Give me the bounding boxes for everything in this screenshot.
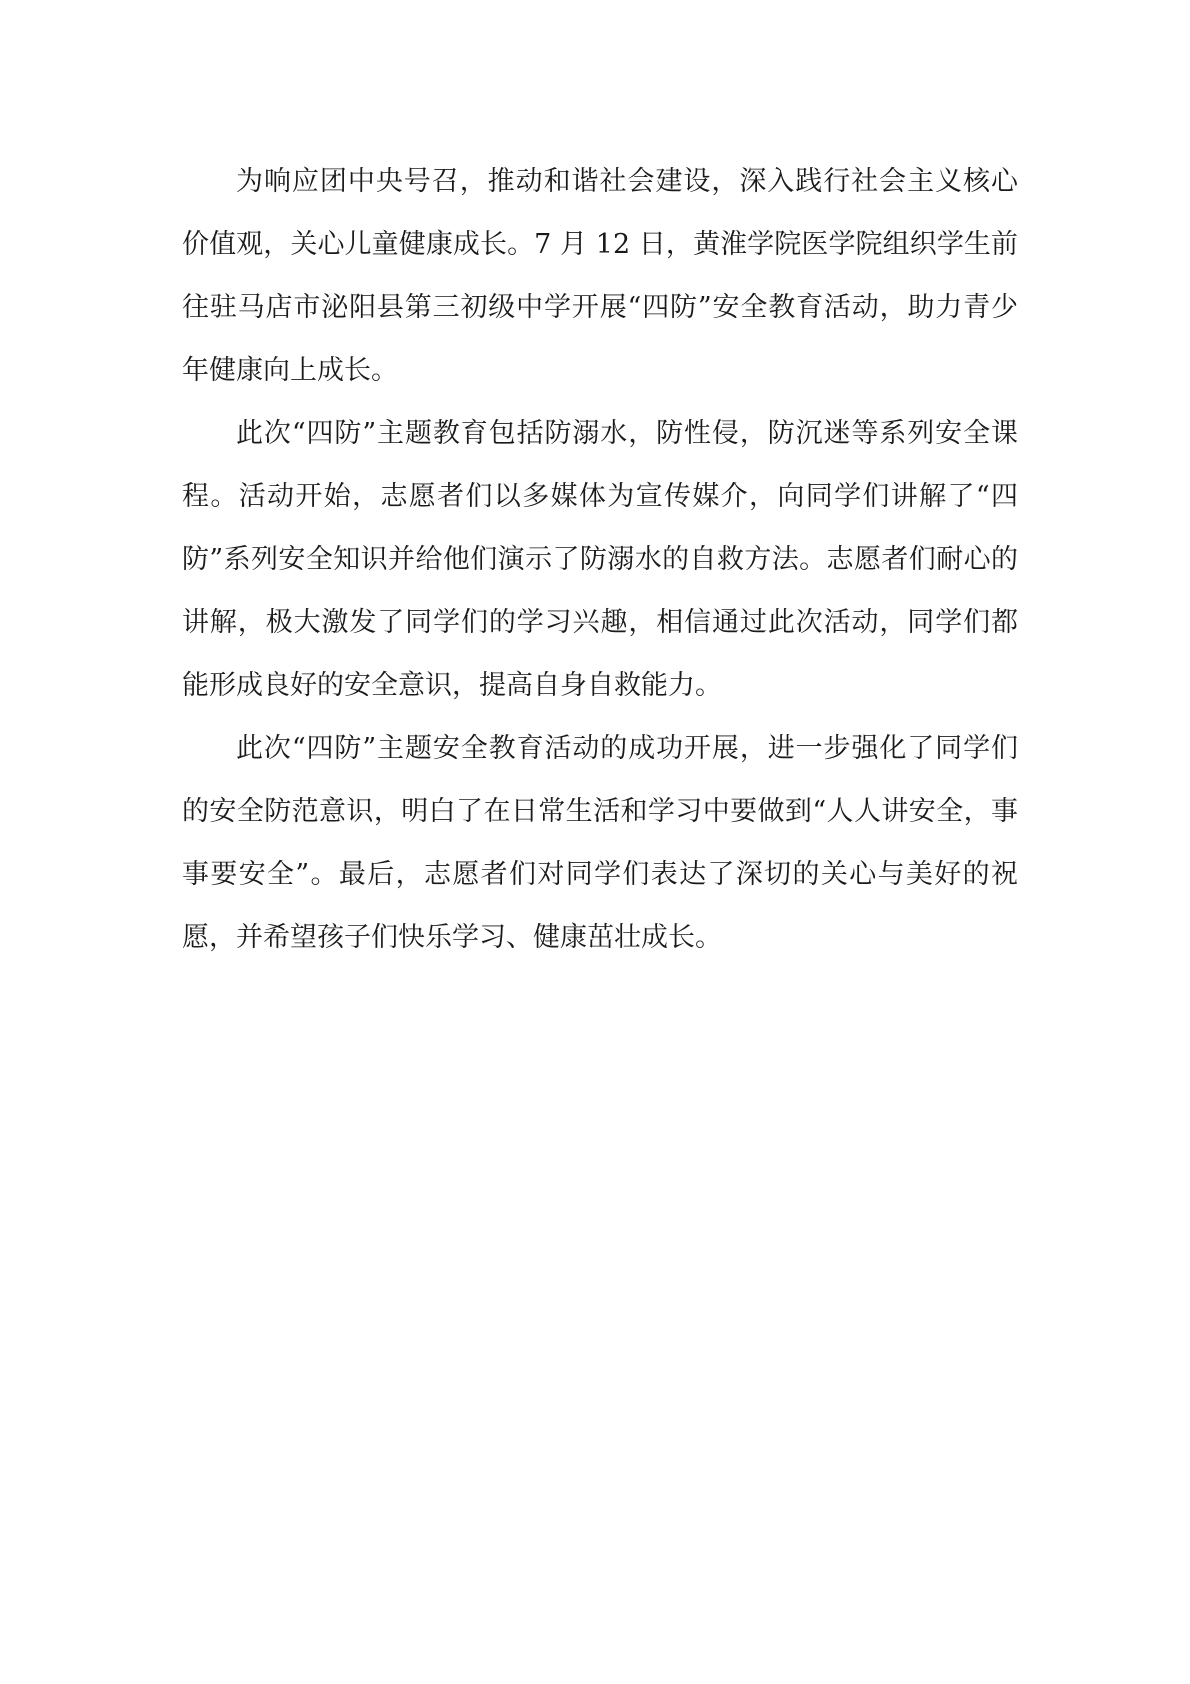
document-body bbox=[182, 150, 1018, 969]
paragraph-2: 此次“四防”主题教育包括防溺水，防性侵，防沉迷等系列安全课程。活动开始，志愿者们以多媒体为宣传媒介，向同学们讲解了“四防”系列安全知识并给他们演示了防溺水的自救方法。志愿者们耐心的讲解，极大激发了同学们的学习兴趣，相信通过此次活动，同学们都能形成良好的安全意识，提高自身自救能力。 bbox=[182, 418, 1018, 701]
paragraph-1: 为响应团中央号召，推动和谐社会建设，深入践行社会主义核心价值观，关心儿童健康成长。7 月 12 日，黄淮学院医学院组织学生前往驻马店市泌阳县第三初级中学开展“四防”安全教育活动，助力青少年健康向上成长。 bbox=[182, 166, 1018, 386]
paragraph-3: 此次“四防”主题安全教育活动的成功开展，进一步强化了同学们的安全防范意识，明白了在日常生活和学习中要做到“人人讲安全，事事要安全”。最后，志愿者们对同学们表达了深切的关心与美好的祝愿，并希望孩子们快乐学习、健康茁壮成长。 bbox=[182, 733, 1018, 953]
